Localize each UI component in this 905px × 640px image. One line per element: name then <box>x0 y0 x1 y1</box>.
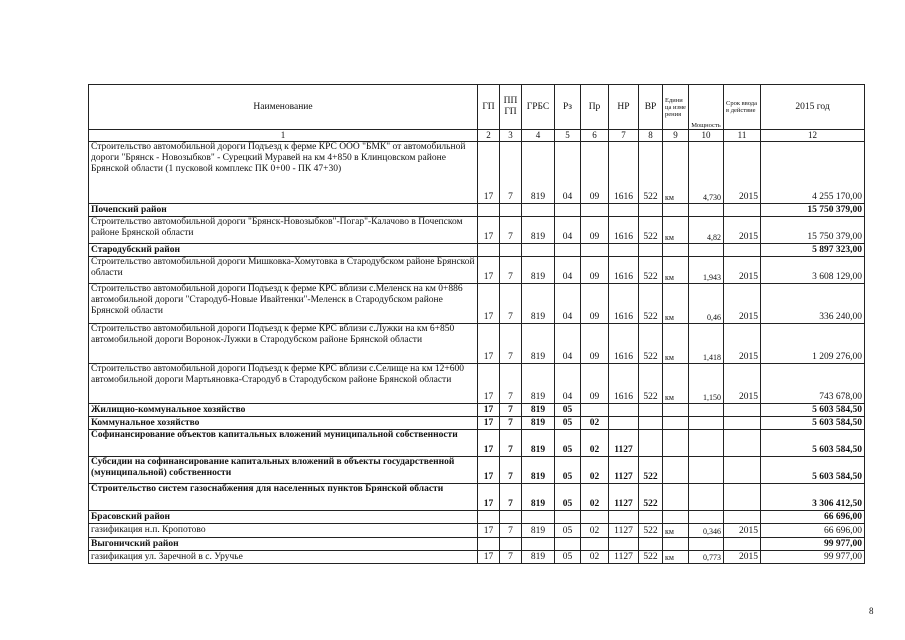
table-row <box>89 324 865 364</box>
header-rz: Рз <box>555 85 581 130</box>
cell-term <box>724 204 761 217</box>
cell-power <box>689 457 724 484</box>
cell-grbs: 819 <box>522 551 555 564</box>
column-number: 12 <box>761 130 865 142</box>
cell-power: 1,418 <box>689 324 724 364</box>
cell-pr <box>581 538 609 551</box>
table-row <box>89 511 865 524</box>
cell-vr: 522 <box>639 524 663 538</box>
header-name: Наименование <box>89 85 478 130</box>
cell-ppgp <box>500 244 522 257</box>
cell-gp: 17 <box>478 324 500 364</box>
header-vr: ВР <box>639 85 663 130</box>
cell-nr <box>609 417 639 430</box>
cell-rz: 05 <box>555 551 581 564</box>
cell-term <box>724 430 761 457</box>
cell-ppgp: 7 <box>500 142 522 204</box>
cell-nr: 1616 <box>609 257 639 284</box>
row-name: Брасовский район <box>89 511 478 524</box>
cell-unit: км <box>663 364 689 404</box>
cell-gp: 17 <box>478 430 500 457</box>
cell-pr: 02 <box>581 430 609 457</box>
cell-gp: 17 <box>478 457 500 484</box>
cell-rz <box>555 244 581 257</box>
header-ppgp <box>500 85 522 130</box>
cell-amount: 5 897 323,00 <box>761 244 865 257</box>
cell-pr <box>581 404 609 417</box>
cell-term: 2015 <box>724 364 761 404</box>
header-ppgp-label: ПП ГП <box>503 96 518 117</box>
cell-ppgp: 7 <box>500 364 522 404</box>
header-gp: ГП <box>478 85 500 130</box>
cell-rz: 04 <box>555 364 581 404</box>
cell-power: 1,943 <box>689 257 724 284</box>
cell-rz: 04 <box>555 324 581 364</box>
cell-term <box>724 457 761 484</box>
row-name: Почепский район <box>89 204 478 217</box>
cell-gp: 17 <box>478 142 500 204</box>
cell-power <box>689 484 724 511</box>
cell-unit: км <box>663 524 689 538</box>
cell-grbs: 819 <box>522 324 555 364</box>
cell-gp <box>478 511 500 524</box>
row-name: Строительство автомобильной дороги Мишковка-Хомутовка в Стародубском районе Брянской области <box>89 257 478 284</box>
cell-vr: 522 <box>639 551 663 564</box>
header-grbs: ГРБС <box>522 85 555 130</box>
cell-rz: 04 <box>555 142 581 204</box>
cell-nr: 1127 <box>609 524 639 538</box>
cell-grbs: 819 <box>522 457 555 484</box>
column-number: 5 <box>555 130 581 142</box>
cell-amount: 5 603 584,50 <box>761 430 865 457</box>
cell-amount: 5 603 584,50 <box>761 404 865 417</box>
cell-vr <box>639 430 663 457</box>
cell-power <box>689 404 724 417</box>
row-name: Строительство систем газоснабжения для населенных пунктов Брянской области <box>89 484 478 511</box>
cell-gp: 17 <box>478 364 500 404</box>
cell-term: 2015 <box>724 324 761 364</box>
cell-amount: 4 255 170,00 <box>761 142 865 204</box>
cell-term: 2015 <box>724 284 761 324</box>
cell-amount: 1 209 276,00 <box>761 324 865 364</box>
table-row <box>89 551 865 564</box>
budget-table-sheet <box>88 84 864 564</box>
row-name: Субсидии на софинансирование капитальных вложений в объекты государственной (муниципальной) собственности <box>89 457 478 484</box>
cell-unit <box>663 244 689 257</box>
cell-term <box>724 538 761 551</box>
cell-power <box>689 538 724 551</box>
table-row <box>89 142 865 204</box>
header-nr: НР <box>609 85 639 130</box>
cell-grbs <box>522 511 555 524</box>
cell-pr: 02 <box>581 457 609 484</box>
cell-grbs: 819 <box>522 364 555 404</box>
cell-ppgp: 7 <box>500 217 522 244</box>
cell-gp: 17 <box>478 551 500 564</box>
row-name: Строительство автомобильной дороги "Брянск-Новозыбков"-Погар"-Калачово в Почепском районе Брянской области <box>89 217 478 244</box>
cell-rz: 05 <box>555 404 581 417</box>
cell-nr: 1127 <box>609 457 639 484</box>
cell-rz: 05 <box>555 430 581 457</box>
cell-nr <box>609 511 639 524</box>
column-number: 2 <box>478 130 500 142</box>
cell-rz: 05 <box>555 417 581 430</box>
cell-amount: 3 306 412,50 <box>761 484 865 511</box>
cell-grbs: 819 <box>522 142 555 204</box>
row-name: Строительство автомобильной дороги Подъезд к ферме КРС вблизи с.Лужки на км 6+850 автомобильной дороги Воронок-Лужки в Стародубском районе Брянской области <box>89 324 478 364</box>
cell-pr: 09 <box>581 142 609 204</box>
cell-unit: км <box>663 551 689 564</box>
cell-power: 0,346 <box>689 524 724 538</box>
cell-term <box>724 484 761 511</box>
cell-amount: 66 696,00 <box>761 511 865 524</box>
column-number: 10 <box>689 130 724 142</box>
table-row <box>89 430 865 457</box>
cell-rz <box>555 538 581 551</box>
row-name: Строительство автомобильной дороги Подъезд к ферме КРС вблизи с.Селище на км 12+600 автомобильной дороги Мартьяновка-Стародуб в Стародубском районе Брянской области <box>89 364 478 404</box>
cell-vr: 522 <box>639 484 663 511</box>
header-power: Мощность <box>689 85 724 130</box>
header-year: 2015 год <box>761 85 865 130</box>
cell-ppgp: 7 <box>500 524 522 538</box>
table-row <box>89 204 865 217</box>
row-name: Выгоничский район <box>89 538 478 551</box>
cell-unit: км <box>663 217 689 244</box>
page-number: 8 <box>869 606 874 616</box>
cell-nr: 1616 <box>609 284 639 324</box>
cell-term: 2015 <box>724 524 761 538</box>
cell-grbs: 819 <box>522 430 555 457</box>
cell-power <box>689 204 724 217</box>
cell-pr: 09 <box>581 284 609 324</box>
cell-power <box>689 511 724 524</box>
cell-power <box>689 417 724 430</box>
cell-vr: 522 <box>639 257 663 284</box>
cell-amount: 99 977,00 <box>761 551 865 564</box>
cell-nr: 1616 <box>609 217 639 244</box>
cell-unit <box>663 404 689 417</box>
cell-pr: 09 <box>581 364 609 404</box>
cell-term: 2015 <box>724 142 761 204</box>
cell-amount: 15 750 379,00 <box>761 217 865 244</box>
cell-nr <box>609 244 639 257</box>
cell-grbs: 819 <box>522 524 555 538</box>
cell-nr: 1616 <box>609 142 639 204</box>
cell-term <box>724 244 761 257</box>
cell-pr: 09 <box>581 257 609 284</box>
cell-amount: 743 678,00 <box>761 364 865 404</box>
cell-power <box>689 244 724 257</box>
column-number: 11 <box>724 130 761 142</box>
column-number: 4 <box>522 130 555 142</box>
cell-rz: 05 <box>555 484 581 511</box>
cell-term: 2015 <box>724 551 761 564</box>
cell-gp: 17 <box>478 484 500 511</box>
cell-unit <box>663 417 689 430</box>
row-name: Строительство автомобильной дороги Подъезд к ферме КРС ООО "БМК" от автомобильной дороги "Брянск - Новозыбков" - Сурецкий Муравей на км 4+850 в Клинцовском районе Брянской области (1 пусковой комплекс ПК 0+00 - ПК 47+30) <box>89 142 478 204</box>
header-pr: Пр <box>581 85 609 130</box>
cell-ppgp: 7 <box>500 257 522 284</box>
cell-pr: 09 <box>581 324 609 364</box>
cell-unit: км <box>663 284 689 324</box>
cell-power: 1,150 <box>689 364 724 404</box>
cell-gp: 17 <box>478 257 500 284</box>
cell-nr: 1127 <box>609 484 639 511</box>
cell-pr: 02 <box>581 417 609 430</box>
cell-pr: 02 <box>581 484 609 511</box>
cell-vr <box>639 511 663 524</box>
cell-pr: 09 <box>581 217 609 244</box>
header-row <box>89 85 865 130</box>
cell-unit <box>663 430 689 457</box>
cell-vr <box>639 538 663 551</box>
cell-grbs: 819 <box>522 404 555 417</box>
cell-vr: 522 <box>639 364 663 404</box>
cell-ppgp <box>500 538 522 551</box>
cell-term: 2015 <box>724 257 761 284</box>
table-row <box>89 484 865 511</box>
cell-grbs <box>522 244 555 257</box>
cell-gp: 17 <box>478 217 500 244</box>
cell-gp: 17 <box>478 404 500 417</box>
cell-nr: 1616 <box>609 364 639 404</box>
cell-rz <box>555 511 581 524</box>
cell-amount: 66 696,00 <box>761 524 865 538</box>
cell-vr: 522 <box>639 324 663 364</box>
header-unit: Единица измерения <box>663 85 689 130</box>
table-row <box>89 417 865 430</box>
cell-amount: 99 977,00 <box>761 538 865 551</box>
cell-pr <box>581 511 609 524</box>
table-row <box>89 244 865 257</box>
cell-unit <box>663 484 689 511</box>
cell-vr <box>639 244 663 257</box>
table-row <box>89 364 865 404</box>
cell-power: 0,46 <box>689 284 724 324</box>
cell-grbs: 819 <box>522 484 555 511</box>
cell-vr <box>639 204 663 217</box>
cell-gp: 17 <box>478 417 500 430</box>
cell-nr: 1127 <box>609 430 639 457</box>
cell-grbs: 819 <box>522 217 555 244</box>
cell-term <box>724 404 761 417</box>
cell-ppgp: 7 <box>500 457 522 484</box>
cell-gp <box>478 204 500 217</box>
cell-ppgp: 7 <box>500 551 522 564</box>
column-number: 9 <box>663 130 689 142</box>
cell-gp <box>478 538 500 551</box>
cell-rz: 04 <box>555 257 581 284</box>
cell-pr: 02 <box>581 551 609 564</box>
column-number: 3 <box>500 130 522 142</box>
cell-vr <box>639 417 663 430</box>
row-name: Строительство автомобильной дороги Подъезд к ферме КРС вблизи с.Меленск на км 0+886 автомобильной дороги "Стародуб-Новые Ивайтенки"-Меленск в Стародубском районе Брянской области <box>89 284 478 324</box>
table-row <box>89 538 865 551</box>
cell-unit <box>663 538 689 551</box>
cell-unit: км <box>663 324 689 364</box>
table-row <box>89 457 865 484</box>
cell-gp: 17 <box>478 524 500 538</box>
cell-grbs: 819 <box>522 257 555 284</box>
cell-ppgp: 7 <box>500 484 522 511</box>
cell-unit: км <box>663 142 689 204</box>
cell-rz: 04 <box>555 217 581 244</box>
cell-grbs: 819 <box>522 284 555 324</box>
row-name: газификация н.п. Кропотово <box>89 524 478 538</box>
cell-vr: 522 <box>639 457 663 484</box>
cell-grbs <box>522 204 555 217</box>
table-row <box>89 524 865 538</box>
row-name: Коммунальное хозяйство <box>89 417 478 430</box>
row-name: Софинансирование объектов капитальных вложений муниципальной собственности <box>89 430 478 457</box>
cell-nr <box>609 404 639 417</box>
cell-unit <box>663 457 689 484</box>
table-row <box>89 257 865 284</box>
cell-rz: 04 <box>555 284 581 324</box>
cell-pr: 02 <box>581 524 609 538</box>
cell-power: 4,82 <box>689 217 724 244</box>
cell-unit <box>663 204 689 217</box>
cell-gp: 17 <box>478 284 500 324</box>
cell-nr <box>609 204 639 217</box>
cell-nr: 1127 <box>609 551 639 564</box>
column-numbers-row <box>89 130 865 142</box>
cell-ppgp: 7 <box>500 417 522 430</box>
cell-amount: 5 603 584,50 <box>761 417 865 430</box>
table-body <box>89 142 865 564</box>
cell-power <box>689 430 724 457</box>
cell-power: 4,730 <box>689 142 724 204</box>
cell-grbs <box>522 538 555 551</box>
cell-vr <box>639 404 663 417</box>
column-number: 8 <box>639 130 663 142</box>
cell-ppgp <box>500 204 522 217</box>
header-term: Срок ввода в действие <box>724 85 761 130</box>
cell-nr: 1616 <box>609 324 639 364</box>
column-number: 7 <box>609 130 639 142</box>
cell-gp <box>478 244 500 257</box>
cell-pr <box>581 204 609 217</box>
row-name: Жилищно-коммунальное хозяйство <box>89 404 478 417</box>
cell-ppgp: 7 <box>500 404 522 417</box>
row-name: Стародубский район <box>89 244 478 257</box>
cell-vr: 522 <box>639 284 663 324</box>
table-row <box>89 284 865 324</box>
cell-power: 0,773 <box>689 551 724 564</box>
row-name: газификация ул. Заречной в с. Уручье <box>89 551 478 564</box>
cell-ppgp <box>500 511 522 524</box>
column-number: 6 <box>581 130 609 142</box>
cell-amount: 3 608 129,00 <box>761 257 865 284</box>
cell-nr <box>609 538 639 551</box>
cell-ppgp: 7 <box>500 284 522 324</box>
cell-vr: 522 <box>639 217 663 244</box>
cell-vr: 522 <box>639 142 663 204</box>
cell-amount: 15 750 379,00 <box>761 204 865 217</box>
cell-pr <box>581 244 609 257</box>
column-number: 1 <box>89 130 478 142</box>
table-row <box>89 217 865 244</box>
cell-amount: 336 240,00 <box>761 284 865 324</box>
cell-amount: 5 603 584,50 <box>761 457 865 484</box>
cell-rz: 05 <box>555 457 581 484</box>
cell-term: 2015 <box>724 217 761 244</box>
cell-grbs: 819 <box>522 417 555 430</box>
cell-ppgp: 7 <box>500 324 522 364</box>
cell-unit <box>663 511 689 524</box>
cell-ppgp: 7 <box>500 430 522 457</box>
budget-table <box>88 84 865 564</box>
cell-rz: 05 <box>555 524 581 538</box>
cell-rz <box>555 204 581 217</box>
cell-term <box>724 511 761 524</box>
table-row <box>89 404 865 417</box>
cell-term <box>724 417 761 430</box>
cell-unit: км <box>663 257 689 284</box>
